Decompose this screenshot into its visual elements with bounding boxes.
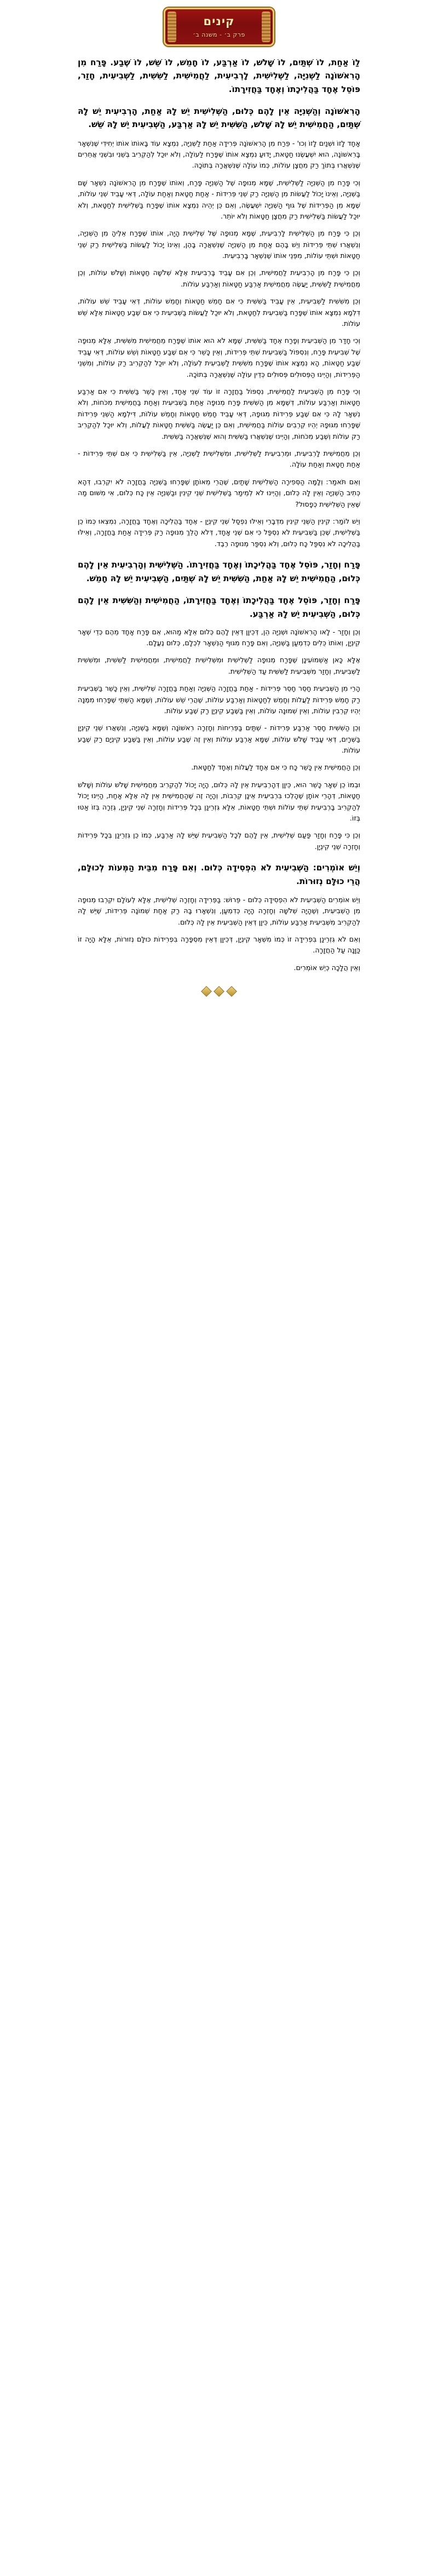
paragraph: וְכִי פָּרַח מִן הַשְּׁנִיָּה לַשְּׁלִישִׁית, שֶׁמָּא מְנוּפָה שֶׁל הַשְּׁנִיָּה פָּרַח, וְאוֹתוֹ שֶׁפָּרַח מִן הָרִאשׁוֹנָה נִשְׁאָר שָׁם בַּשְּׁנִיָּה, וְאֵינוֹ יָכוֹל לַעֲשׂוֹת מִן הַשְּׁנִיָּה רַק שְׁנֵי פְּרִידוֹת - אַחַת חַטָּאת וְאַחַת עוֹלָה, דְּאִי עָבֵיד שְׁנֵי עוֹלוֹת, שֶׁמָּא מִן הַפְּרִידוֹת שֶׁל גּוּף הַשְּׁנִיָּה יִשְׁעֲשֶׂה, וְאִם כֵּן יְהֵיה נִמְצָא אוֹתוֹ שֶׁפָּרַח בַּשְּׁלִישִׁית לְחַטָּאת, וְלֹא יוּכַל לַעֲשׂוֹת בַּשְּׁלִישִׁית רַק מִחֲצָן חַטָּאוֹת וְלֹא יוֹתֵר.	[78, 178, 360, 220]
title-plaque	[164, 8, 274, 46]
document-body	[78, 56, 360, 973]
paragraph: וְכֵן מֵחֲמִישִׁית לָרְבִיעִית, וּמֵרְבִיעִית לַשְּׁלִישִׁית, וּמִשְּׁלִישִׁית לַשְּׁנִיָּה, אֵין בַּשְּׁלִישִׁית כִּי אִם שְׁתֵּי פְּרִידוֹת - אַחַת חַטָּאת וְאַחַת עוֹלָה.	[78, 449, 360, 469]
paragraph: הָרֵי מִן הַשְּׁבִיעִית חָסֵר חָסֵר פְּרִידוֹת - אַחַת בַּחֲזָרָה הַשְּׁנִיָּה וְאַחַת בַּחֲזָרָה שְׁלִישִׁית, וְאֵין כָּשֵׁר בַּשְּׁבִיעִית רַק חָמֵשׁ פְּרִידוֹת לַעֲלוֹת וְחָמֵשׁ לְחַטָּאוֹת וְאַרְבַּע עוֹלוֹת, שֶׁהֲרֵי שֵׁשׁ עוֹלוֹת, וְשֶׁמָּא הַשְּׁתֵּי שֶׁפָּרְחוּ מִמֶּנָּה יְהֵיוּ קְרֵבִין עוֹלוֹת, וְאֵין שְׁמוּנָה עוֹלוֹת, וְאֵין בַּשֶּׁבַע קִינְיָן רַק שֶׁבַע עוֹלוֹת.	[78, 684, 360, 715]
paragraph: אָחָד לָזוֹ וּשְׁנַיִם לָזוֹ וְכוּ' - פֵּרַח מִן הָרִאשׁוֹנָה פְּרִידָה אַחַת לַשְּׁנִיָּה, נִמְצָא עוֹד בָּאוֹתוֹ אוֹתוֹ יְחִידִי שֶׁנִּשְׁאָר בָּרִאשׁוֹנָה, הוּא יִשְׁעֲשֶׂנּוּ חַטָּאת, יָדוּעַ נִמְצָא אוֹתוֹ שֶׁפָּרַח לַעוֹלָה, וְלֹא יוּכַל לְהַקְרִיב בְּשֵׁנִי וּבִשְׁנֵי אֲחֵרִים שֶׁנִּשְׁאֲרוּ בְּתוֹךְ רַק מִחֲצָן עוֹלוֹת, כְּמוֹ עוֹלָה שֶׁנִּשְׁאֲרָה בְּתוֹכָהּ.	[78, 139, 360, 170]
paragraph: לַוֹ אַחַת, לוֹ שְׁתַּיִם, לוֹ שָׁלֹשׁ, לוֹ אַרְבַּע, לוֹ חָמֵשׁ, לוֹ שֵׁשׁ, לוֹ שֶׁבַע. פָּרַח מִן הָרִאשׁוֹנָה לַשְּׁנִיָּה, לַשְּׁלִישִׁית, לָרְבִיעִית, לַחֲמִישִׁית, לַשִּׁשִּׁית, לַשְּׁבִיעִית, חָזַר, פּוֹסֵל אֶחָד בַּהֲלִיכָתוֹ וְאֶחָד בַּחֲזִירָתוֹ.	[78, 58, 360, 94]
page-subtitle: פרק ב׳ - משנה ב׳	[193, 31, 245, 38]
paragraph: וְיֵשׁ לוֹמַר: קִינִין הַשְּׁנֵי קִינִין מִדְּבָרֵי וְאֵילּוּ נִפְסַל שְׁנֵי קִינְיָן - אֶחָד בַּהֲלִיכָה וְאֶחָד בַּחֲזָרָה, נִמְצְאוּ כְּמוֹ כֵן בַּשְּׁלִישִׁית, שֶׁכֵּן בַּשְּׁבִיעִית לֹא נִסְפַּל כִּי אִם שְׁנֵי אָחָד, דְּלֹא הָלֵךְ מִנּוּפָה רַק פְּרִידָה אַחַת בַּחֲזָרָה, וְאֵילּוּ בַּהֲלִיכָה לֹא נִסְפַּל כָּח כְּלוּם, וְלֹא נִסְפַּר מְנוּפָה רֶבֶד.	[78, 517, 360, 548]
page-title: קינים	[203, 15, 235, 28]
diamond-icon	[226, 986, 237, 997]
mishna-heading: וְיֵשׁ אוֹמְרִים: הַשְּׁבִיעִית לֹא הִפְסִידָה כְּלוּם. וְאִם פָּרַח מִבֵּית הַמְּעוֹת לְכוּלָּם, הֲרֵי כוּלָּם נְזוּרוֹת.	[78, 863, 360, 886]
footer-ornament	[0, 988, 438, 995]
paragraph: וְכֵן מִשִּׁשִּׁית לַשְּׁבִיעִית, אֵין עָבֵיד בַּשִּׁשִּׁית כִּי אִם חָמֵשׁ חַטָּאוֹת וְחָמֵשׁ עוֹלוֹת, דְּאִי עָבֵיד שֵׁשׁ עוֹלוֹת, דִּלְמָא נִמְצָא אוֹתוֹ שֶׁפָּרַח בַּשְּׁבִיעִית לְחַטָּאת, וְלֹא יוּכַל לַעֲשׂוֹת בַּשְּׁבִיעִית כִּי אִם שֶׁבַע חַטָּאוֹת אֶלָּא שֵׁשׁ עוֹלוֹת.	[78, 297, 360, 328]
paragraph: וְיֵשׁ אוֹמְרִים הַשְּׁבִיעִית לֹא הִפְסִידָה כְּלוּם - פֵּרוּשׁ: בַּפְּרִידָה וְחָזְרָה שְׁלִישִׁית, אֶלָּא לְעוֹלָם יִקְרְבוּ מְנוּפָה מִן הַשְּׁבִיעִית, וְשֶׁהָיָה שְׁלֹשָׁה וְחָזְרָה הָיָה כְּדִמְעַן, וְנִשְׁאָרוּ בָּהּ רַק אַחַת שְׁמוֹנָה פְּרִידוֹת, שֶׁיֵּשׁ לָהּ לְהַקְרִיב מִשְּׁבִיעִית אַרְבַּע עוֹלוֹת, כֵּיוָן דְּאֵין הַשְּׁבִיעִית אֵין לָהּ כְּלוּם.	[78, 895, 360, 926]
paragraph: וְכִי פָּרַח מִן הַשְּׁבִיעִית לַחֲמִישִׁית, נִסְפּוֹל בַּחֲזָרָה זוֹ עוֹד שְׁנֵי אָחָד, וְאֵין כָּשֵׁר בַּשִּׁשִּׁית כִּי אִם אַרְבַּע חַטָּאוֹת וְאַרְבַּע עוֹלוֹת, דְּשֶׁמָּא מִן הַשִּׁשִּׁית פָּרַח מְנוּפָה אַחַת בַּשְּׁבִיעִית וְאַחַת בַּחֲמִישִׁית מִכֹּחוֹת, וְלֹא נִשְׁאָר לָהּ כִּי אִם שֶׁבַע פְּרִידוֹת מִגּוּפָהּ, דְּאִי עָבֵיד חָמֵשׁ חַטָּאוֹת וְחָמֵשׁ עוֹלוֹת, דִּילְמָא הַשְּׁנֵי פְּרִידוֹת שֶׁפָּרְחוּ מִגּוּפָהּ יְהֵיוּ קְרֵבִים עוֹלוֹת בַּחֲמִישִׁית, וְאִם כֵּן יַעֲשֶׂה בַּשִּׁשִּׁית חַטָּאוֹת לַעֲלוֹת, וְלֹא יוּכַל לְהַקְרִיב רַק עוֹלוֹת וְשֶׁבַע מִכֹּחוֹת, וְהַיְינוּ שֶׁנִּשְׁאֲרוּ בַּשִּׁשִּׁית וְהוּא שֶׁנִּשְׁאֲרָה בַּשִּׁשִּׁית.	[78, 387, 360, 440]
diamond-icon	[201, 986, 212, 997]
diamond-icon	[214, 986, 224, 997]
mishna-heading: פָּרַח וְחָזַר, פּוֹסֵל אֶחָד בַּהֲלִיכָתוֹ וְאֶחָד בַּחֲזִירָתוֹ, הַחֲמִישִׁית וְהַשִּׁשִּׁית אֵין לָהֶם כְּלוּם, הַשְּׁבִיעִית יֵשׁ לָהּ אַרְבַּע.	[78, 595, 360, 619]
paragraph: וְכֵן כִּי פָּרַח מִן הַשְּׁלִישִׁית לָרְבִיעִית, שֶׁמָּא מְנוּפָה שֶׁל שְׁלִישִׁית הָיָה, אוֹתוֹ שֶׁפָּרַח אֵלֶיהָ מִן הַשְּׁנִיָּה, וְנִשְׁאֲרוּ שְׁתֵּי פְּרִידוֹת וְיֵשׁ בָּהֶם אַחַת מִן הַשְּׁנִיָּה שֶׁנִּשְׁאֲרָה בָּהֶן, וְאֵינוֹ יָכוֹל לַעֲשׂוֹת בַּשְּׁלִישִׁית רַק שְׁנֵי חַטָּאוֹת וּשְׁתֵּי עוֹלוֹת, מִפְּנֵי אוֹתוֹ שֶׁנִּשְׁאָר בָּרְבִיעִית.	[78, 229, 360, 260]
paragraph: וְכֵן הַשִּׁשִּׁית חָסֵר אַרְבַּע פְּרִידוֹת - שְׁתַּיִם בַּפְּרִיחוֹת וְחָזְרָה רִאשׁוֹנָה וְשֶׁמָּא בַּשְּׁנִיָּה, וְנִשְׁאֲרוּ שְׁנֵי קִינְיָן בַּשְּׁרָיִם, דְּאִי עָבֵיד שָׁלֹשׁ עוֹלוֹת, שֶׁמָּא אַרְבַּע עוֹלוֹת וְאֵין זֶה שֶׁבַע עוֹלוֹת, וְאֵין בַּשֶּׁבַע קִינְיָם רַק שֶׁבַע עוֹלוֹת.	[78, 724, 360, 755]
paragraph: וְאֵין הֲלָכָה כְּיֵשׁ אוֹמְרִים.	[293, 963, 360, 972]
mishna-heading: פָּרַח וְחָזַר, פּוֹסֵל אֶחָד בַּהֲלִיכָתוֹ וְאֶחָד בַּחֲזִירָתוֹ. הַשְּׁלִישִׁית וְהָרְבִיעִית אֵין לָהֶם כְּלוּם, הַחֲמִישִׁית יֵשׁ לָהּ אַחַת, הַשִּׁשִּׁית יֵשׁ לָהּ שְׁתַּיִם, הַשְּׁבִיעִית יֵשׁ לָהּ חָמֵשׁ.	[78, 560, 360, 583]
paragraph: וְאִם לֹא גִּזְרֵינַן בִּפְרִידָה זוֹ כְּמוֹ מִשְׁאָר קִינְיָן, דְּכֵיוָן דְּאֵין מִסְפָּרָה בִּפְרִידוֹת כּוּלָּם נְזוּרוֹת, אֵלָּא הָיָה זוֹ כַּוָּנָה עַל הַחֲזָרָה.	[78, 935, 360, 955]
paragraph: וְאִם תֹּאמַר: וְלָמָּה הַסְּפִירָה הַשְּׁלִישִׁית שָׁתַיִם, שֶׁהֲרֵי מֵאוֹתָן שֶׁפָּרְחוּ בַּשְּׁנִיָּה בַּחֲזָרָה לֹא יִקְרְבוּ, דְּהָא כְּתִיב הַשְּׁנִיָּה וְאֵין לָהּ כְּלוּם, וְהַיְינוּ לֹא לְמֵימַר בַּשְּׁלִישִׁית שְׁנֵי קִינִין וּבַשְּׁנִיָּה אֵין כָּח כְּלוּם, אִי מִשּׁוּם מַה שֶּׁאֵין הַשְּׁלִישִׁית כְּפָסוּל?	[78, 477, 360, 508]
header	[0, 0, 438, 46]
paragraph: וְכֵן כִּי פָּרַח מִן הָרְבִיעִית לַחֲמִישִׁית, וְכֵן אִם עָבֵיד בָּרְבִיעִית אֶלָּא שְׁלֹשָׁה חַטָּאוֹת וְשָׁלֹשׁ עוֹלוֹת, וְכֵן מֵחֲמִישִׁית לַשִּׁשִּׁית, יַעֲשֶׂה מֵחֲמִישִׁית אַרְבַּע חַטָּאוֹת וְאַרְבַּע עוֹלוֹת.	[78, 268, 360, 288]
paragraph: וּבְמוֹ כֵן שְׁאָר כָּשֵׁר הוּא, כֵּיוָן דְּהָרְבִיעִית אֵין לָהּ כְּלוּם, הָיָה יָכוֹל לְהַקְרִיב מֵחֲמִישִׁית שָׁלֹשׁ עוֹלוֹת וְשָׁלֹשׁ חַטָּאוֹת, דְּהָרֵי אוֹתָן שֶׁהָלְכוּ בִּרְבִיעִית אֵינָן קְרֵבוֹת, וְהָיָה זֶה שֶׁהַחֲמִישִׁית אֵין לָהּ אֶלָּא אַחַת, הַיְינוּ יָכוֹל לְהַקְרִיב בָּרְבִיעִית שְׁתֵּי עוֹלוֹת וּשְׁתֵּי חַטָּאוֹת, אֵלָּא גִּזְרֵינַן בְּכָל פְּרִידוֹת וְחָזְרָה שְׁנֵי קִינְיָן, גְּזֵרָה בְּזוֹ אַטּוּ בְּזוֹ.	[78, 780, 360, 823]
paragraph: וְכֵן כִּי פָּרַח וְחָזַר פַּעַם שְׁלִישִׁית, אֵין לָהֶם לְכָל הַשְּׁבִיעִית שֶׁיֵּשׁ לָהּ אַרְבַּע, כְּמוֹ כֵן גִּזְרֵינַן בְּכָל פְּרִידוֹת וְחָזְרָה שְׁנֵי קִינְיָן.	[78, 831, 360, 851]
paragraph: וְכֵן וְחָזַר - לָאו הָרִאשׁוֹנָה וּשְׁנִיָּה הֵן, דְּכֵיוָן דְּאֵין לָהֶם כְּלוּם אֵלָּא מַהוּא, אִם פָּרַח אָחָד מֵהֶם כְּדֵי שְׁאָר קִינְיָן, וְאוֹתוֹ כֵּלִים כְּדִמְעַן בַּשְּׁנִיָּה, וְאִם פָּרַח מִגּוּף הַנִּשְׁאָר לִכְלָם, כְּלוּם נֶעֱלָם.	[78, 627, 360, 647]
paragraph: וְכֵן הַחֲמִישִׁית אֵין כָּשֵׁר כָּח כִּי אִם אֶחָד לַעֲלוֹת וְאֶחָד לְחַטָּאת.	[191, 763, 360, 772]
paragraph: וְכִי חָדַר מִן הַשְּׁבִיעִית וְפָרַח אֶחָד בַּשִּׁשִּׁית, שֶׁמָּא לֹא הוּא אוֹתוֹ שֶׁפָּרַח מֵחֲמִישִׁית מִשִּׁשִּׁית, אֶלָּא מְנוּפָה שֶׁל שְׁבִיעִית פָּרַח, וְנִסְפּוֹל בַּשְּׁבִיעִית שְׁתֵּי פְּרִידוֹת, וְאֵין כָּשֵׁר כִּי אִם שֶׁבַע חַטָּאוֹת וְשֵׁשׁ עוֹלוֹת, דְּאִי עָבֵיד שֶׁבַע חַטָּאוֹת, הָא נִמְצָא אוֹתוֹ שֶׁפָּרַח מִשִּׁשִּׁית לַשְּׁבִיעִית לְעוֹלָה, וְלֹא יוּכַל לְהַקְרִיב רַק עוֹלוֹת, וְמִשְׁנֵי הַפְּרִידוֹת, וְהַיְינוּ הַפְּסוּלִים פְּסוּלִים כְּדֵין עוֹלָה שֶׁנִּשְׁאֲרָה בְּתוֹכָהּ.	[78, 336, 360, 378]
paragraph: הָרִאשׁוֹנָה וְהַשְּׁנִיָּה אֵין לָהֶם כְּלוּם, הַשְּׁלִישִׁית יֵשׁ לָהּ אַחַת, הָרְבִיעִית יֵשׁ לָהּ שְׁתַּיִם, הַחֲמִישִׁית יֵשׁ לָהּ שָׁלֹשׁ, הַשִּׁשִּׁית יֵשׁ לָהּ אַרְבַּע, הַשְּׁבִיעִית יֵשׁ לָהּ שֵׁשׁ.	[78, 106, 360, 130]
paragraph: אֶלָּא כָּאן אַשְׁמוֹעִינָן שֶׁפָּרַח מְנוּפָה לַשְּׁלִישִׁית וּמִשְּׁלִישִׁית לַחֲמִישִׁית, וּמֵחֲמִישִׁית לַשִּׁשִּׁית, וּמִשִּׁשִּׁית לַשְּׁבִיעִית, וְחָזַר מִשְּׁבִיעִית לַשִּׁשִּׁית עַד הַשְּׁלִישִׁית.	[78, 656, 360, 675]
